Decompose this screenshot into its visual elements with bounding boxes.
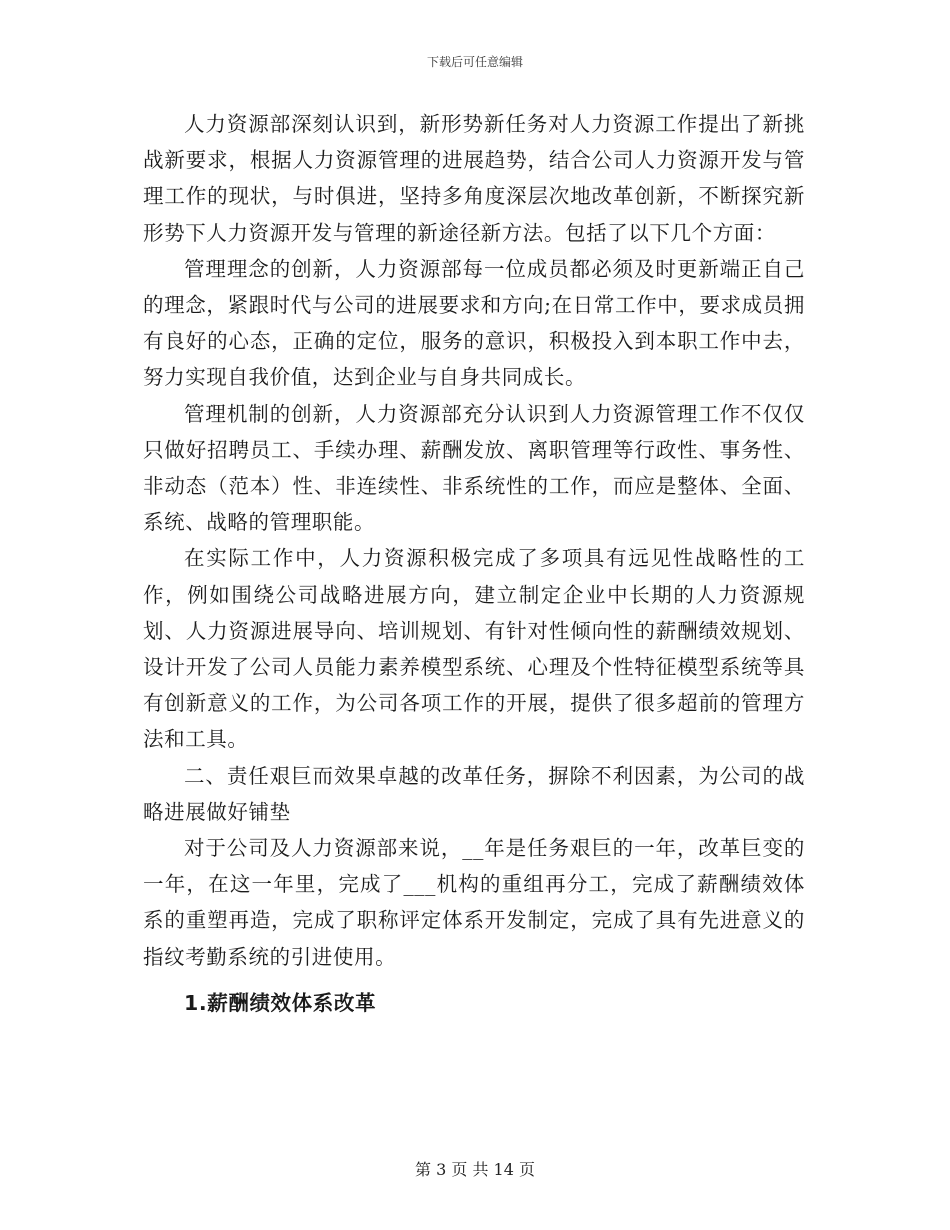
paragraph: 二、责任艰巨而效果卓越的改革任务，摒除不利因素，为公司的战略进展做好铺垫 [143, 763, 805, 824]
paragraph: 管理理念的创新，人力资源部每一位成员都必须及时更新端正自己的理念，紧跟时代与公司的进展要求和方向;在日常工作中，要求成员拥有良好的心态，正确的定位，服务的意识，积极投入到本职工作中去，努力实现自我价值，达到企业与自身共同成长。 [143, 256, 805, 390]
paragraph: 对于公司及人力资源部来说，__年是任务艰巨的一年，改革巨变的一年，在这一年里，完成了___机构的重组再分工，完成了薪酬绩效体系的重塑再造，完成了职称评定体系开发制定，完成了具有先进意义的指纹考勤系统的引进使用。 [143, 836, 805, 969]
paragraph: 在实际工作中，人力资源积极完成了多项具有远见性战略性的工作，例如围绕公司战略进展方向，建立制定企业中长期的人力资源规划、人力资源进展导向、培训规划、有针对性倾向性的薪酬绩效规划、设计开发了公司人员能力素养模型系统、心理及个性特征模型系统等具有创新意义的工作，为公司各项工作的开展，提供了很多超前的管理方法和工具。 [143, 546, 805, 752]
page-header: 下载后可任意编辑 [426, 55, 523, 69]
section-heading: 1.薪酬绩效体系改革 [184, 990, 377, 1015]
paragraph: 管理机制的创新，人力资源部充分认识到人力资源管理工作不仅仅只做好招聘员工、手续办理、薪酬发放、离职管理等行政性、事务性、非动态（范本）性、非连续性、非系统性的工作，而应是整体、全面、系统、战略的管理职能。 [143, 401, 805, 535]
page-number: 第 3 页 共 14 页 [415, 1160, 535, 1179]
paragraph: 人力资源部深刻认识到，新形势新任务对人力资源工作提出了新挑战新要求，根据人力资源管理的进展趋势，结合公司人力资源开发与管理工作的现状，与时俱进，坚持多角度深层次地改革创新，不断探究新形势下人力资源开发与管理的新途径新方法。包括了以下几个方面： [143, 112, 805, 245]
document-body [143, 106, 805, 1021]
